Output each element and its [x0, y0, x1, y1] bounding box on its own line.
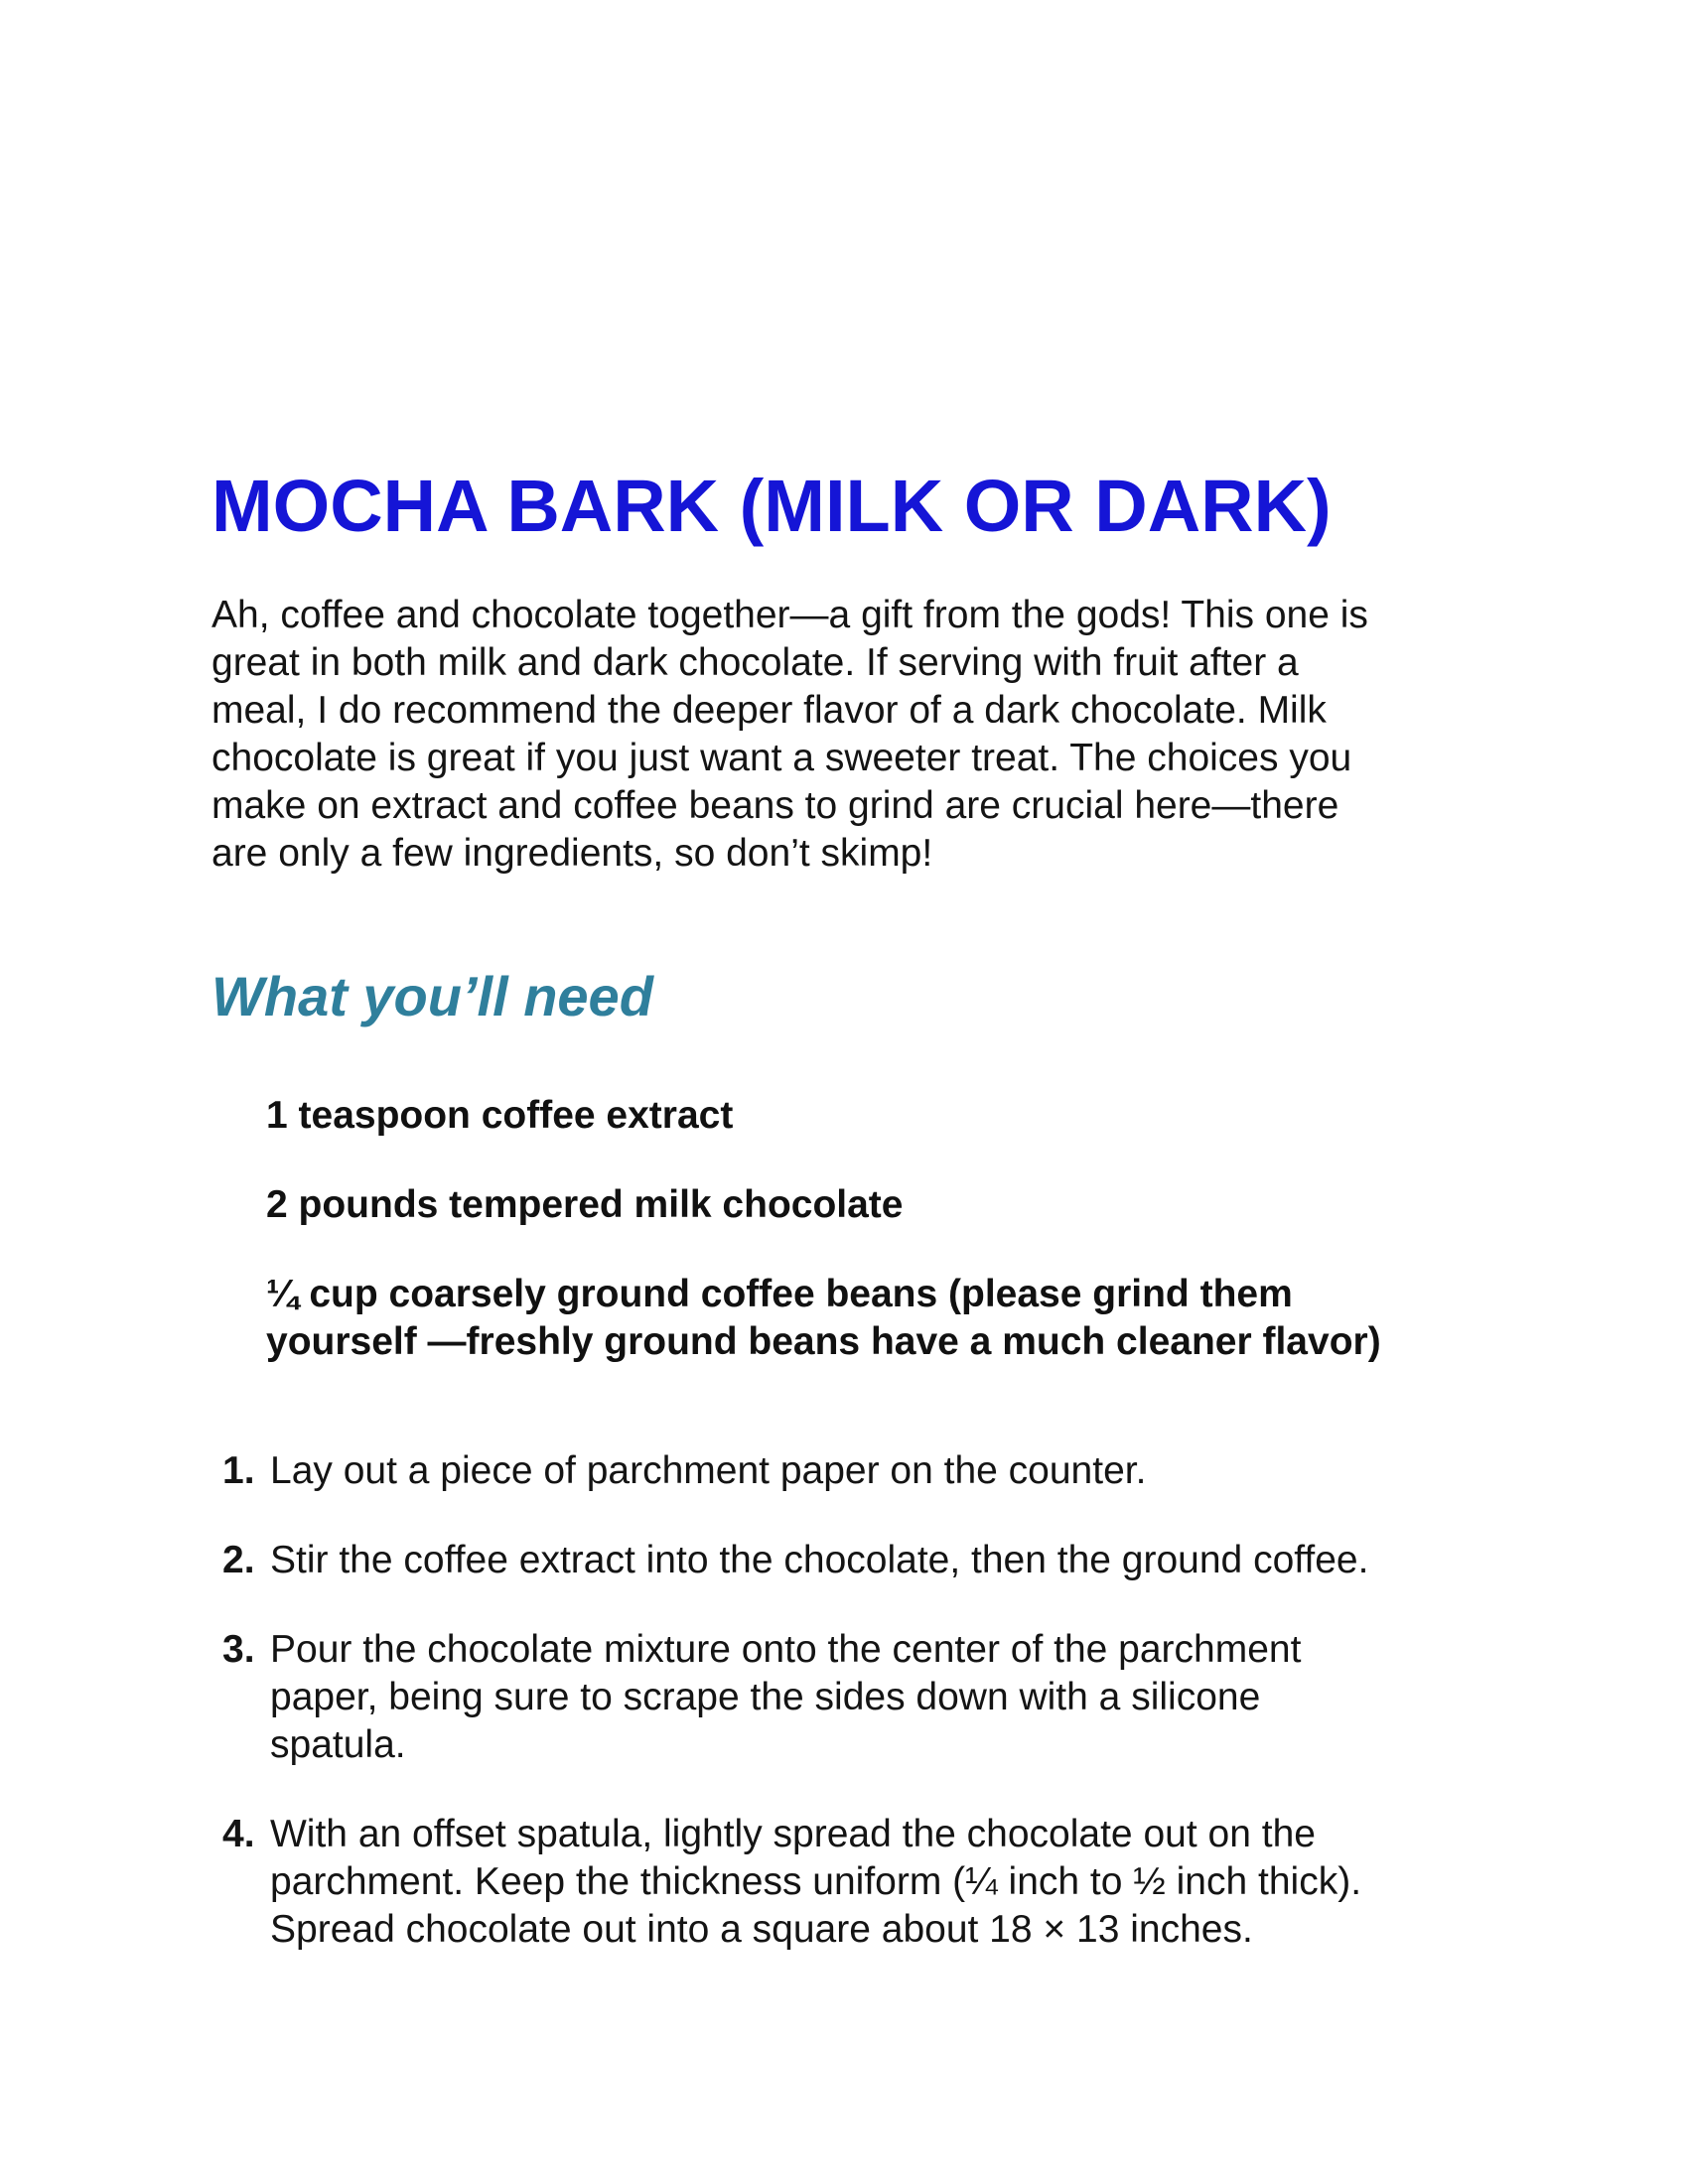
- step-text: [270, 1811, 1561, 1954]
- step-number: 3.: [222, 1628, 255, 1671]
- recipe-title: MOCHA BARK (MILK OR DARK): [211, 465, 1332, 547]
- ingredient-text: 1 teaspoon coffee extract: [266, 1094, 734, 1137]
- step-line: Lay out a piece of parchment paper on the counter.: [270, 1449, 1147, 1492]
- step-line: With an offset spatula, lightly spread the chocolate out on the: [270, 1813, 1316, 1855]
- intro-line: great in both milk and dark chocolate. If serving with fruit after a: [211, 641, 1299, 684]
- ingredient-text: ¼ cup coarsely ground coffee beans (please grind them: [266, 1273, 1293, 1315]
- intro-line: chocolate is great if you just want a sweeter treat. The choices you: [211, 737, 1352, 779]
- step-text: [270, 1626, 1561, 1769]
- intro-line: are only a few ingredients, so don’t skimp!: [211, 832, 933, 875]
- step-line: parchment. Keep the thickness uniform (¼ inch to ½ inch thick).: [270, 1860, 1362, 1903]
- step-line: spatula.: [270, 1723, 406, 1766]
- step-line: Stir the coffee extract into the chocolate, then the ground coffee.: [270, 1539, 1369, 1581]
- step-text: [270, 1537, 1561, 1584]
- step-line: Pour the chocolate mixture onto the center of the parchment: [270, 1628, 1302, 1671]
- intro-line: make on extract and coffee beans to grind are crucial here—there: [211, 784, 1339, 827]
- step-number: 4.: [222, 1813, 255, 1855]
- ingredient-item: [266, 1092, 733, 1140]
- intro-line: Ah, coffee and chocolate together—a gift from the gods! This one is: [211, 594, 1368, 636]
- ingredient-text: 2 pounds tempered milk chocolate: [266, 1183, 904, 1226]
- step-line: paper, being sure to scrape the sides down with a silicone: [270, 1676, 1261, 1718]
- ingredient-text: yourself —freshly ground beans have a much cleaner flavor): [266, 1320, 1381, 1363]
- recipe-intro: [211, 592, 1522, 878]
- step-text: [270, 1447, 1561, 1495]
- step-number: 2.: [222, 1539, 255, 1581]
- step-number: 1.: [222, 1449, 255, 1492]
- ingredient-item: [266, 1271, 1381, 1366]
- step-line: Spread chocolate out into a square about 18 × 13 inches.: [270, 1908, 1253, 1951]
- ingredients-heading: What you’ll need: [211, 965, 653, 1027]
- ingredient-item: [266, 1181, 903, 1229]
- intro-line: meal, I do recommend the deeper flavor of a dark chocolate. Milk: [211, 689, 1327, 732]
